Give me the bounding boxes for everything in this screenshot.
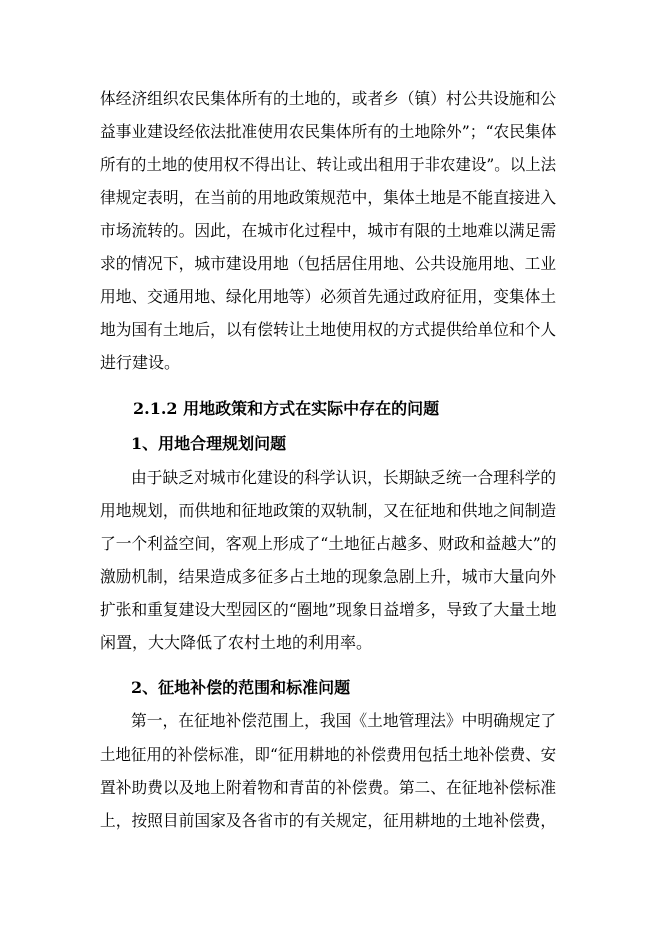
paragraph1-line: 所有的土地的使用权不得出让、转让或出租用于非农建设”。以上法 — [100, 155, 557, 174]
paragraph1-line: 用地、交通用地、绿化用地等）必须首先通过政府征用，变集体土 — [100, 287, 557, 306]
paragraph3-line: 置补助费以及地上附着物和青苗的补偿费。第二、在征地补偿标准 — [100, 778, 557, 797]
paragraph2-line: 闲置，大大降低了农村土地的利用率。 — [100, 633, 373, 652]
paragraph3-line: 上，按照目前国家及各省市的有关规定，征用耕地的土地补偿费， — [100, 811, 557, 830]
paragraph1-line: 市场流转的。因此，在城市化过程中，城市有限的土地难以满足需 — [100, 221, 557, 240]
paragraph1-line: 地为国有土地后，以有偿转让土地使用权的方式提供给单位和个人 — [100, 320, 557, 339]
paragraph2-line: 扩张和重复建设大型园区的“圈地”现象日益增多，导致了大量土地 — [100, 600, 557, 619]
paragraph2-line: 激励机制，结果造成多征多占土地的现象急剧上升，城市大量向外 — [100, 567, 557, 586]
paragraph2-line: 由于缺乏对城市化建设的科学认识，长期缺乏统一合理科学的 — [131, 468, 557, 487]
paragraph3-line: 土地征用的补偿标准，即“征用耕地的补偿费用包括土地补偿费、安 — [100, 745, 557, 764]
paragraph1-line: 益事业建设经依法批准使用农民集体所有的土地除外”；“农民集体 — [100, 122, 557, 141]
paragraph3-line: 第一，在征地补偿范围上，我国《土地管理法》中明确规定了 — [131, 711, 557, 730]
subheading-land-planning: 1、用地合理规划问题 — [131, 434, 287, 453]
paragraph2-line: 用地规划，而供地和征地政策的双轨制，又在征地和供地之间制造 — [100, 501, 557, 520]
section-heading: 2.1.2 用地政策和方式在实际中存在的问题 — [133, 399, 440, 418]
paragraph1-line: 求的情况下，城市建设用地（包括居住用地、公共设施用地、工业 — [100, 254, 557, 273]
paragraph1-line: 律规定表明，在当前的用地政策规范中，集体土地是不能直接进入 — [100, 188, 557, 207]
paragraph1-line: 进行建设。 — [100, 353, 181, 372]
subheading-compensation: 2、征地补偿的范围和标准问题 — [131, 678, 351, 697]
paragraph2-line: 了一个利益空间，客观上形成了“土地征占越多、财政和益越大”的 — [100, 534, 557, 553]
paragraph1-line: 体经济组织农民集体所有的土地的，或者乡（镇）村公共设施和公 — [100, 89, 557, 108]
